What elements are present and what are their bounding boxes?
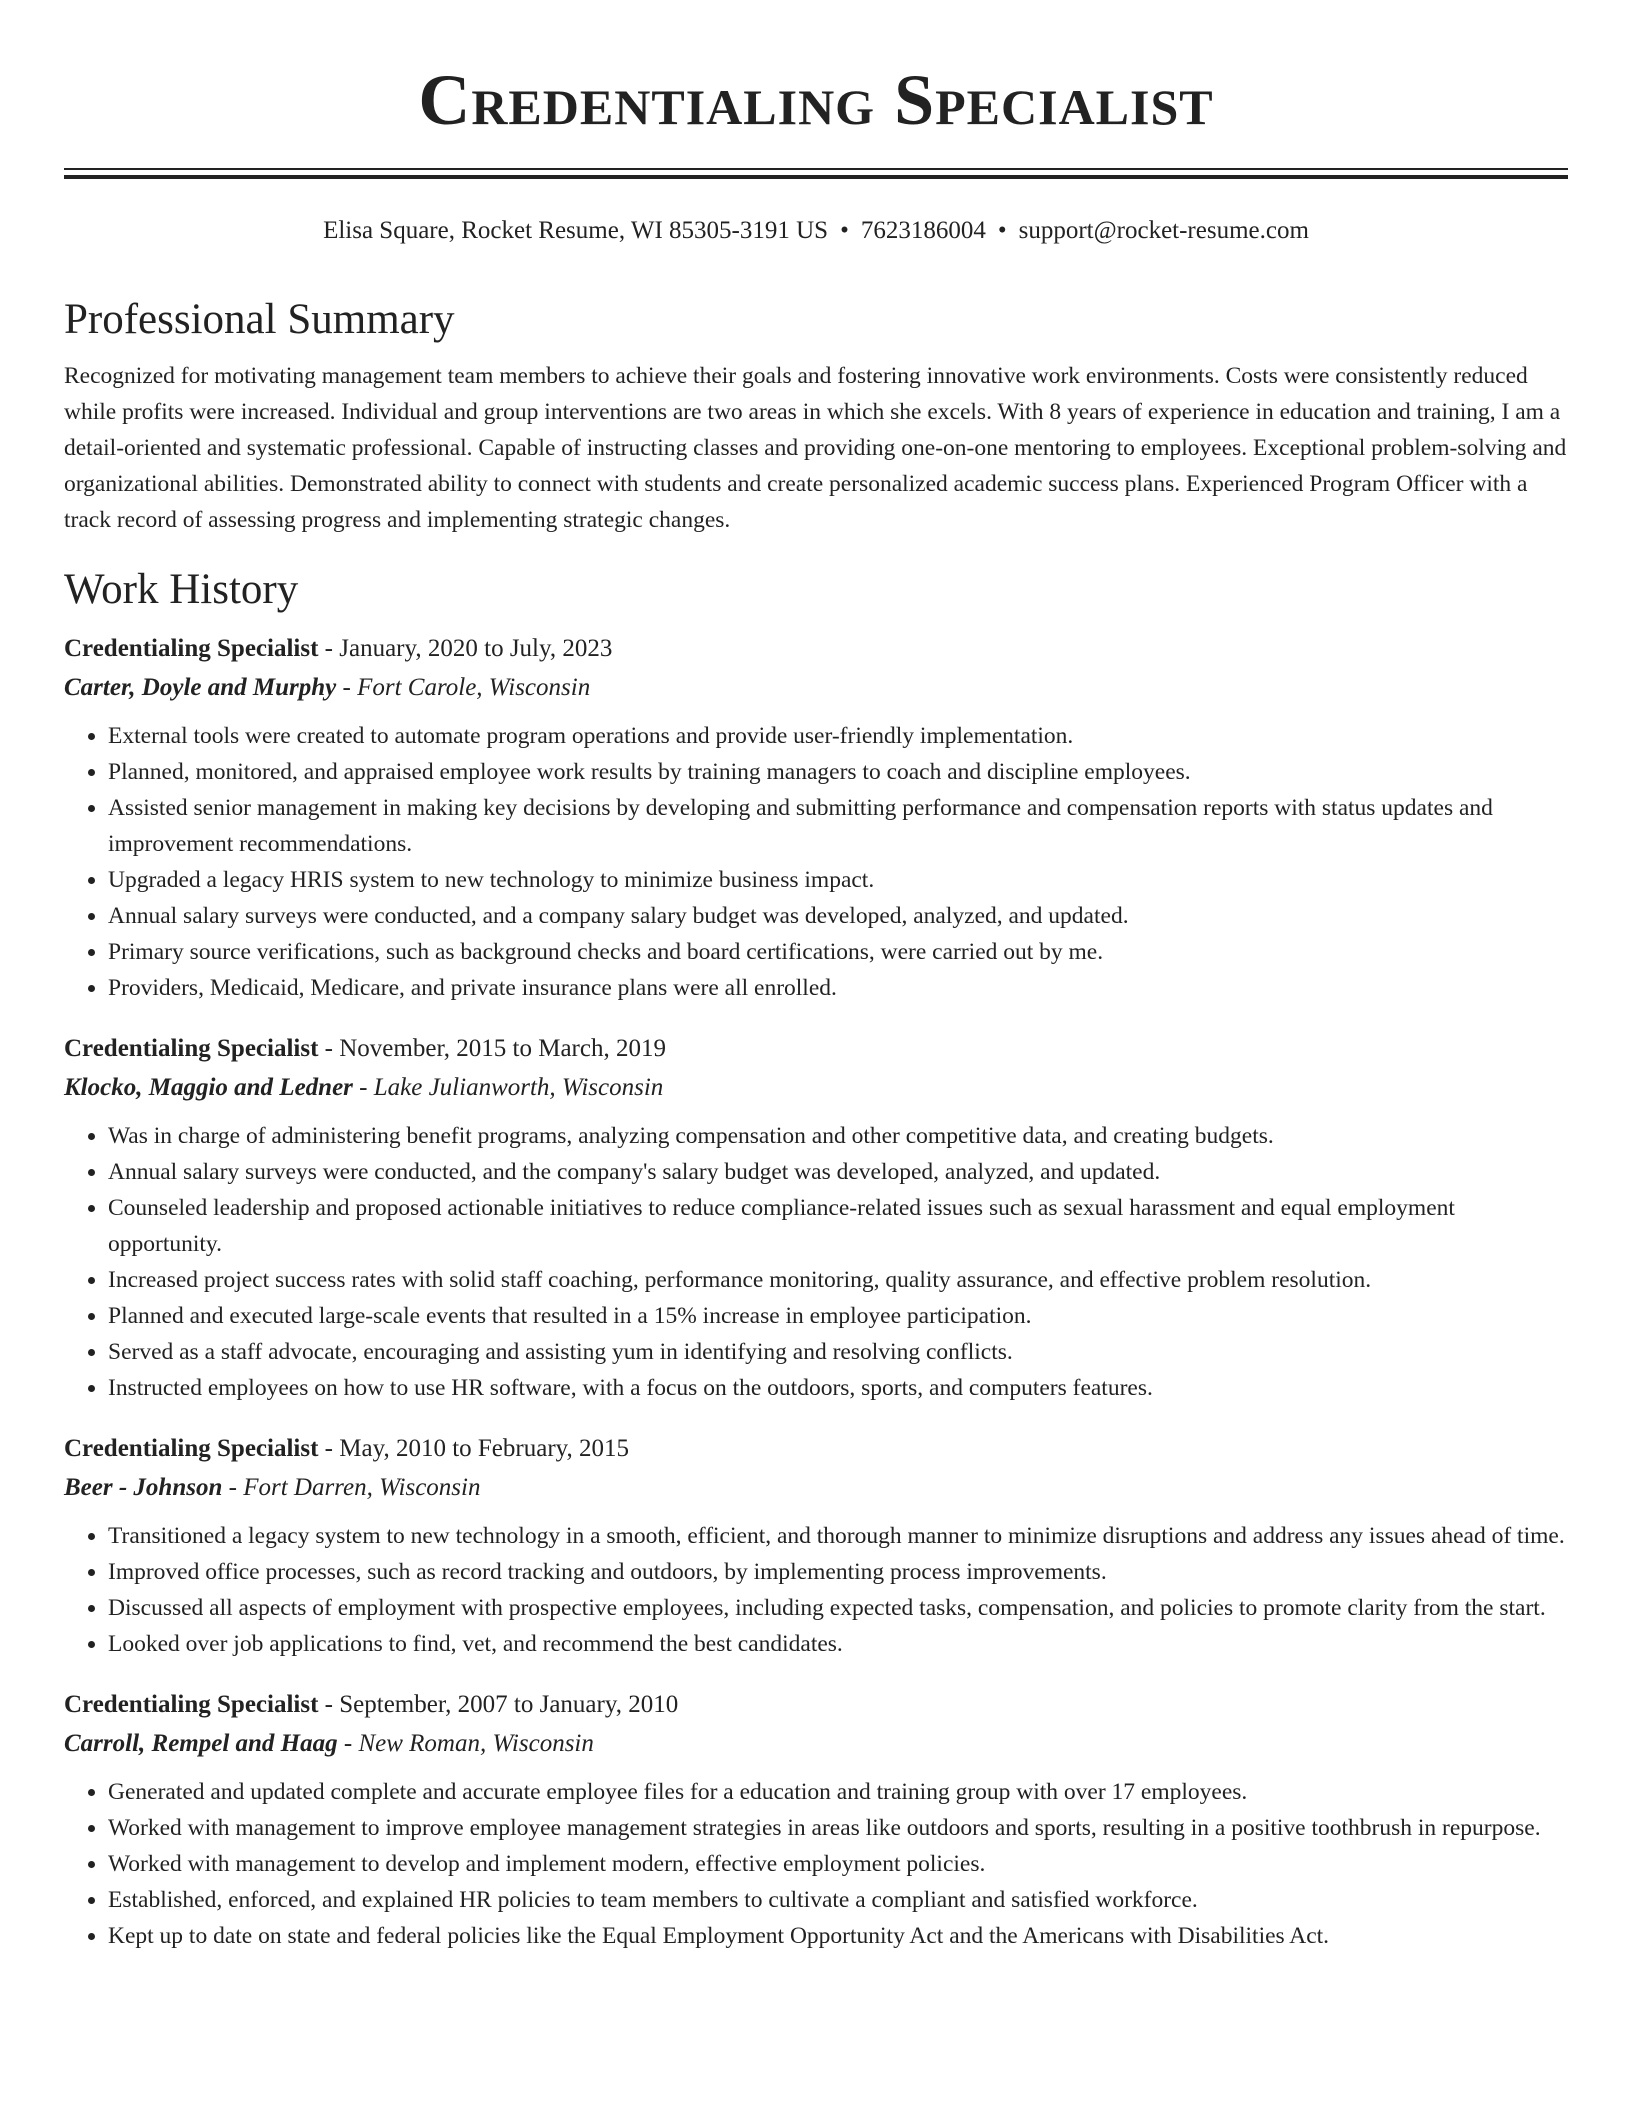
job-dash: - xyxy=(336,674,358,701)
job-title-line xyxy=(64,1430,1568,1468)
job-bullet: • Served as a staff advocate, encouraging and assisting yum in identifying and resolving conflicts. xyxy=(108,1334,1568,1370)
work-history-heading: Work History xyxy=(64,566,299,613)
job-dash: - xyxy=(318,1035,340,1062)
job-company-line xyxy=(64,1724,1568,1764)
title-rule-thin xyxy=(64,168,1568,170)
job-bullet: • Counseled leadership and proposed actionable initiatives to reduce compliance-related issues such as sexual harassment and equal employment opportunity. xyxy=(108,1190,1568,1262)
job-bullet: • Worked with management to improve employee management strategies in areas like outdoors and sports, resulting in a positive toothbrush in repurpose. xyxy=(108,1810,1568,1846)
job-dates: September, 2007 to January, 2010 xyxy=(339,1691,679,1718)
job-company: Carter, Doyle and Murphy xyxy=(64,674,337,701)
contact-email: support@rocket-resume.com xyxy=(1018,217,1309,244)
job-title-line xyxy=(64,1030,1568,1068)
summary-text: Recognized for motivating management team members to achieve their goals and fostering innovative work environments. Costs were consistently reduced while profits were increased. Individual and group interventions are two areas in which she excels. With 8 years of experience in education and training, I am a detail-oriented and systematic professional. Capable of instructing classes and providing one-on-one mentoring to employees. Exceptional problem-solving and organizational abilities. Demonstrated ability to connect with students and create personalized academic success plans. Experienced Program Officer with a track record of assessing progress and implementing strategic changes. xyxy=(64,363,1567,533)
job-bullets xyxy=(64,1774,1568,1954)
job-bullet: • Increased project success rates with solid staff coaching, performance monitoring, quality assurance, and effective problem resolution. xyxy=(108,1262,1568,1298)
job-entry xyxy=(64,630,1568,1006)
job-title: Credentialing Specialist xyxy=(64,1035,319,1062)
contact-phone: 7623186004 xyxy=(860,217,986,244)
job-bullet: • Generated and updated complete and accurate employee files for a education and training group with over 17 employees. xyxy=(108,1774,1568,1810)
job-dates: May, 2010 to February, 2015 xyxy=(339,1435,630,1462)
resume-content xyxy=(64,290,1568,1954)
job-bullet: • Worked with management to develop and implement modern, effective employment policies. xyxy=(108,1846,1568,1882)
job-dash: - xyxy=(318,1435,340,1462)
contact-separator: • xyxy=(840,217,849,244)
job-dash: - xyxy=(318,635,340,662)
job-bullet: • Primary source verifications, such as background checks and board certifications, were carried out by me. xyxy=(108,934,1568,970)
job-company: Beer - Johnson xyxy=(64,1474,223,1501)
job-location: Fort Darren, Wisconsin xyxy=(243,1474,481,1501)
job-company-line xyxy=(64,668,1568,708)
job-title: Credentialing Specialist xyxy=(64,1691,319,1718)
job-company: Carroll, Rempel and Haag xyxy=(64,1730,338,1757)
job-entry xyxy=(64,1430,1568,1662)
contact-address: Elisa Square, Rocket Resume, WI 85305-3191 US xyxy=(323,217,829,244)
job-dash: - xyxy=(352,1074,374,1101)
job-bullet: • Upgraded a legacy HRIS system to new technology to minimize business impact. xyxy=(108,862,1568,898)
job-bullets xyxy=(64,718,1568,1006)
job-bullet: • Instructed employees on how to use HR software, with a focus on the outdoors, sports, and computers features. xyxy=(108,1370,1568,1406)
job-bullet: • External tools were created to automate program operations and provide user-friendly implementation. xyxy=(108,718,1568,754)
job-entry xyxy=(64,1030,1568,1406)
job-title-line xyxy=(64,1686,1568,1724)
job-dash: - xyxy=(318,1691,340,1718)
job-title: Credentialing Specialist xyxy=(64,635,319,662)
job-company-line xyxy=(64,1468,1568,1508)
job-bullet: • Transitioned a legacy system to new technology in a smooth, efficient, and thorough manner to minimize disruptions and address any issues ahead of time. xyxy=(108,1518,1568,1554)
job-bullet: • Planned and executed large-scale events that resulted in a 15% increase in employee participation. xyxy=(108,1298,1568,1334)
job-bullet: • Looked over job applications to find, vet, and recommend the best candidates. xyxy=(108,1626,1568,1662)
job-dates: January, 2020 to July, 2023 xyxy=(339,635,613,662)
job-bullet: • Annual salary surveys were conducted, and the company's salary budget was developed, analyzed, and updated. xyxy=(108,1154,1568,1190)
job-bullet: • Established, enforced, and explained HR policies to team members to cultivate a compliant and satisfied workforce. xyxy=(108,1882,1568,1918)
job-bullet: • Planned, monitored, and appraised employee work results by training managers to coach and discipline employees. xyxy=(108,754,1568,790)
job-bullet: • Discussed all aspects of employment with prospective employees, including expected tasks, compensation, and policies to promote clarity from the start. xyxy=(108,1590,1568,1626)
page-title: Credentialing Specialist xyxy=(418,60,1214,140)
contact-line xyxy=(64,214,1568,248)
contact-separator: • xyxy=(997,217,1007,244)
job-bullet: • Annual salary surveys were conducted, and a company salary budget was developed, analyzed, and updated. xyxy=(108,898,1568,934)
job-bullets xyxy=(64,1518,1568,1662)
job-bullet: • Kept up to date on state and federal policies like the Equal Employment Opportunity Act and the Americans with Disabilities Act. xyxy=(108,1918,1568,1954)
summary-heading: Professional Summary xyxy=(64,296,455,343)
job-bullet: • Was in charge of administering benefit programs, analyzing compensation and other competitive data, and creating budgets. xyxy=(108,1118,1568,1154)
job-bullet: • Assisted senior management in making key decisions by developing and submitting performance and compensation reports with status updates and improvement recommendations. xyxy=(108,790,1568,862)
job-dates: November, 2015 to March, 2019 xyxy=(339,1035,666,1062)
job-dash: - xyxy=(222,1474,244,1501)
job-company-line xyxy=(64,1068,1568,1108)
job-title-line xyxy=(64,630,1568,668)
job-company: Klocko, Maggio and Ledner xyxy=(64,1074,353,1101)
job-location: New Roman, Wisconsin xyxy=(358,1730,594,1757)
job-bullets xyxy=(64,1118,1568,1406)
job-location: Lake Julianworth, Wisconsin xyxy=(373,1074,664,1101)
job-title: Credentialing Specialist xyxy=(64,1435,319,1462)
job-entry xyxy=(64,1686,1568,1954)
title-rule-thick xyxy=(64,175,1568,179)
job-bullet: • Improved office processes, such as record tracking and outdoors, by implementing process improvements. xyxy=(108,1554,1568,1590)
job-location: Fort Carole, Wisconsin xyxy=(357,674,591,701)
job-dash: - xyxy=(337,1730,359,1757)
job-bullet: • Providers, Medicaid, Medicare, and private insurance plans were all enrolled. xyxy=(108,970,1568,1006)
